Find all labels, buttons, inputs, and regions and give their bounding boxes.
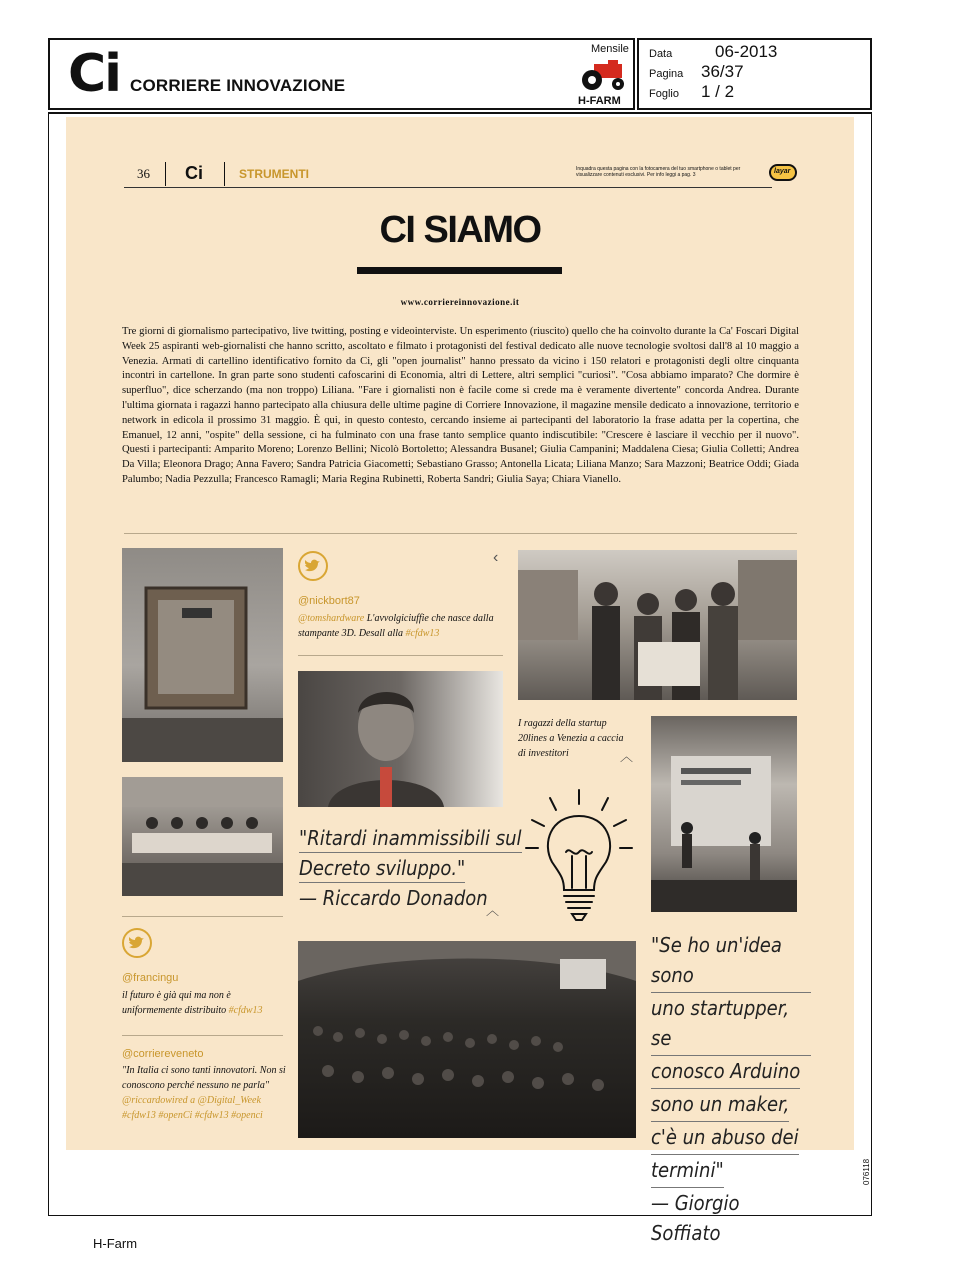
ci-logo: Ci: [68, 44, 120, 104]
section-rule: [124, 187, 772, 188]
footer-label: H-Farm: [93, 1236, 138, 1251]
quote-text: uno startupper, se: [651, 993, 811, 1056]
quote-text: conosco Arduino: [651, 1056, 800, 1089]
tweet-body: [122, 1063, 286, 1123]
section-label: STRUMENTI: [239, 167, 309, 181]
quote-line: [651, 1122, 811, 1155]
tweet-hashtag[interactable]: #cfdw13: [405, 628, 440, 639]
startup-caption: I ragazzi della startup 20lines a Venezia a caccia di investitori: [518, 718, 624, 759]
quote-line: [651, 1155, 811, 1188]
pages-value: 36/37: [701, 62, 744, 81]
quote-donadon-author: — Riccardo Donadon: [299, 886, 488, 910]
photo-startup-team: [518, 550, 797, 700]
tweet-body: [122, 988, 290, 1018]
publication-name: CORRIERE INNOVAZIONE: [130, 76, 346, 95]
side-code: 076118: [862, 1158, 871, 1185]
tractor-icon: [578, 60, 628, 92]
article-body: Tre giorni di giornalismo partecipativo, live twitting, posting e videointerviste. Un esperimento (riuscito) quello che ha coinvolto durante la Ca' Foscari Digital Week 25 aspiranti web-giornalisti che hanno scritto, ascoltato e filmato i protagonisti del festival dedicato alle nuove tecnologie svoltosi dall'8 al 10 maggio a Venezia. Armati di cartellino identificativo fornito da Ci, gli "open journalist" hanno pressato da vicino i 150 relatori e protagonisti degli oltre cinquanta incontri in cartellone. In gran parte sono studenti cafoscarini di Economia, altri di Lettere, altri semplici "curiosi". "Cosa abbiamo imparato? Che dormire è superfluo", dice scherzando (ma non troppo) Liliana. "Fare i giornalisti non è facile come si crede ma è veramente divertente" concorda Andrea. Durante l'ultima giornata i ragazzi hanno partecipato alla chiusura delle ultime pagine di Corriere Innovazione, il magazine mensile dedicato a innovazione, territorio e network in edicola il prossimo 31 maggio. È qui, in questo contesto, cercando insieme ai partecipanti del laboratorio la frase adatta per la copertina, che Emanuel, 12 anni, "ospite" della sessione, ci ha fulminato con una frase tanto semplice quanto indiscutibile: "Crescere è lasciare il vecchio per il nuovo". Questi i partecipanti: Amparito Moreno; Lorenzo Bellini; Nicolò Bortoletto; Alessandra Busanel; Giulia Campanini; Maddalena Ciesa; Giulia Colletti; Andrea Da Villa; Eleonora Drago; Anna Favero; Sandra Patricia Giacometti; Sebastiano Grasso; Antonella Licata; Liliana Manzo; Sara Mazzoni; Beatrice Oddi; Giada Palumbo; Nadia Pezzulla; Francesco Ramagli; Maria Regina Rubinetti, Roberta Sandri; Giulia Saya; Chiara Vianello.: [122, 326, 799, 485]
tweet-text: il futuro è già qui ma non è uniformemente distribuito: [122, 990, 231, 1016]
sheet-label: Foglio: [649, 88, 679, 100]
lightbulb-icon: [520, 786, 638, 926]
frequency-label: Mensile: [591, 43, 629, 55]
photo-auditorium: [298, 941, 636, 1138]
date-value: 06-2013: [715, 42, 778, 61]
photo-conference-panel: [122, 777, 283, 896]
tweet-mentions[interactable]: @riccardowired a @Digital_Week #cfdw13 #openCi #cfdw13 #openci: [122, 1095, 263, 1121]
tweet-rule: [122, 916, 283, 917]
title-underline: [357, 267, 562, 274]
quote-text: Decreto sviluppo.": [299, 856, 465, 883]
tweet-rule: [298, 655, 503, 656]
quote-line: [651, 993, 811, 1056]
page-number: 36: [137, 166, 150, 181]
article-title: CI SIAMO: [379, 209, 541, 251]
quote-line: [651, 1089, 811, 1122]
body-rule: [124, 533, 797, 534]
tweet-text: L'avvolgiciuffie che nasce dalla stampante 3D. Desall alla: [298, 613, 494, 639]
quote-author: — Giorgio Soffiato: [651, 1191, 740, 1245]
qr-note: Inquadra questa pagina con la fotocamera del tuo smartphone o tablet per visualizzare contenuti esclusivi. Per info leggi a pag. 3: [576, 166, 741, 178]
quote-text: "Se ho un'idea sono: [651, 930, 811, 993]
tweet-text: "In Italia ci sono tanti innovatori. Non si conoscono perché nessuno ne parla": [122, 1065, 286, 1091]
brand-label: H-FARM: [578, 95, 621, 107]
tweet-rule: [122, 1035, 283, 1036]
photo-3d-printer: [122, 548, 283, 762]
quote-text: "Ritardi inammissibili sul: [299, 826, 522, 853]
chevron-up-icon[interactable]: ︿: [486, 903, 500, 918]
issue-meta-box: [637, 38, 872, 110]
quote-line: [651, 930, 811, 993]
divider: [165, 162, 166, 186]
layar-label: layar: [774, 168, 791, 175]
photo-riccardo-donadon: [298, 671, 503, 807]
ci-small-logo: Ci: [185, 163, 203, 183]
masthead-box: [48, 38, 635, 110]
tweet-body: [298, 611, 508, 641]
tweet-hashtag[interactable]: #cfdw13: [228, 1005, 263, 1016]
quote-text: sono un maker,: [651, 1089, 789, 1122]
chevron-up-icon[interactable]: ︿: [620, 749, 634, 764]
quote-donadon-line2: [299, 856, 465, 883]
divider: [224, 162, 225, 186]
tweet-mention[interactable]: @tomshardware: [298, 613, 365, 624]
quote-text: termini": [651, 1155, 724, 1188]
tweet-handle[interactable]: @nickbort87: [298, 595, 360, 607]
website-link[interactable]: www.corriereinnovazione.it: [400, 297, 520, 307]
quote-donadon-line1: [299, 826, 522, 853]
date-label: Data: [649, 48, 673, 60]
quote-line: [651, 1056, 811, 1089]
tweet-handle[interactable]: @francingu: [122, 972, 179, 984]
quote-text: c'è un abuso dei: [651, 1122, 799, 1155]
twitter-icon: [122, 928, 152, 958]
pages-label: Pagina: [649, 68, 684, 80]
sheet-value: 1 / 2: [701, 82, 735, 101]
layar-logo: [769, 164, 797, 181]
quote-soffiato: [651, 930, 811, 1248]
tweet-handle[interactable]: @corriereveneto: [122, 1048, 204, 1060]
chevron-icon[interactable]: ‹: [493, 549, 499, 566]
photo-digital-week-entrance: [651, 716, 797, 912]
twitter-icon: [298, 551, 328, 581]
